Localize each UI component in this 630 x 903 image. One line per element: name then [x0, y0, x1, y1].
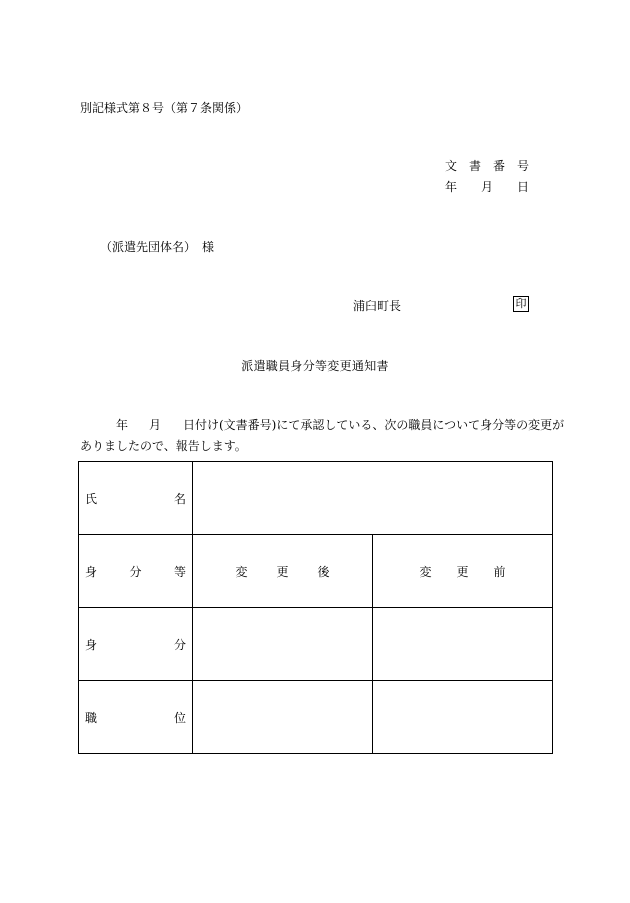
body-year: 年: [116, 418, 129, 432]
seal-mark: 印: [513, 296, 529, 312]
body-text-line-2: ありましたので、報告します。: [80, 439, 247, 453]
change-table: [78, 461, 553, 754]
body-text: 日付け(文書番号)にて承認している、次の職員について身分等の変更が: [183, 418, 565, 432]
document-title: 派遣職員身分等変更通知書: [241, 359, 389, 373]
post-label-cell: 職 位: [79, 681, 193, 754]
status-label-cell: 身 分 等: [79, 535, 193, 608]
form-label: 別記様式第８号（第７条関係）: [80, 101, 249, 115]
addressee: （派遣先団体名） 様: [100, 240, 215, 254]
post-before-cell[interactable]: [373, 681, 553, 754]
document-number-label: 文 書 番 号: [445, 159, 529, 173]
table-row-post: [79, 681, 553, 754]
status-before-cell[interactable]: [373, 608, 553, 681]
sender-mayor: 浦臼町長: [353, 299, 402, 313]
document-date-label: 年 月 日: [445, 180, 529, 194]
after-change-header: 変 更 後: [193, 535, 373, 608]
position-label-cell: 身 分: [79, 608, 193, 681]
table-row-status: [79, 608, 553, 681]
body-month: 月: [149, 418, 162, 432]
before-change-header: 変 更 前: [373, 535, 553, 608]
name-value-cell[interactable]: [193, 462, 553, 535]
table-row-name: [79, 462, 553, 535]
status-after-cell[interactable]: [193, 608, 373, 681]
table-row-header: [79, 535, 553, 608]
name-label-cell: 氏 名: [79, 462, 193, 535]
post-after-cell[interactable]: [193, 681, 373, 754]
